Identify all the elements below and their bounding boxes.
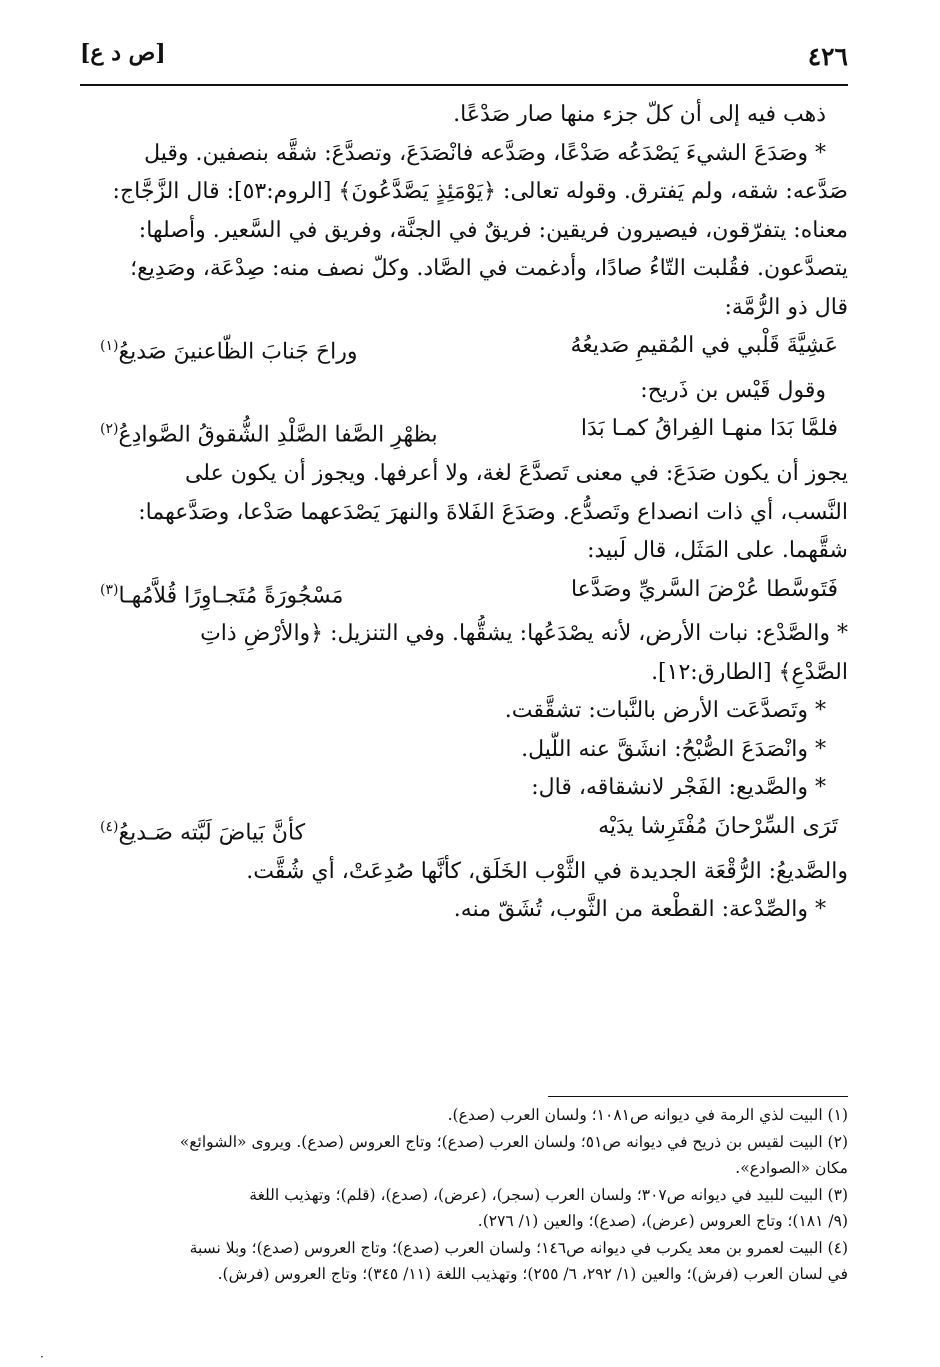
footnote-divider	[548, 1096, 848, 1097]
verse-second-text: بظهْرِ الصَّفا الصَّلْدِ الشُّقوقُ الصَّوادِعُ	[118, 422, 438, 448]
verse-second-hemistich	[100, 410, 438, 455]
verse-first-hemistich: عَشِيَّةَ قَلْبي في المُقيمِ صَديعُهُ	[570, 333, 838, 358]
footnote-marker: (١)	[100, 338, 119, 354]
text-line: ذهب فيه إلى أن كلّ جزء منها صار صَدْعًا.	[453, 102, 826, 127]
footnote-line: (٩/ ١٨١)؛ وتاج العروس (عرض)، (صدع)؛ والعين (١/ ٢٧٦).	[477, 1212, 848, 1230]
verse-second-hemistich	[100, 808, 305, 853]
text-line: صَدَّعه: شقه، ولم يَفترق. وقوله تعالى: ﴿يَوْمَئِذٍ يَصَّدَّعُونَ﴾ [الروم:٥٣]: قال الزَّجَّاج:	[112, 179, 848, 204]
verse-second-text: وراحَ جَنابَ الظّاعنينَ صَديعُ	[118, 339, 358, 365]
footnote-marker: (٢)	[100, 421, 119, 438]
text-line: شقَّهما. على المَثَل، قال لَبيد:	[587, 538, 848, 564]
text-line: معناه: يتفرّقون، فيصيرون فريقين: فريقٌ في الجنَّة، وفريق في السَّعير. وأصلها:	[138, 217, 848, 243]
text-line: * والصِّدْعة: القطْعة من الثَّوب، تُشَقّ منه.	[453, 897, 826, 923]
root-label: [ص د ع]	[80, 40, 166, 66]
footnote-line: (٢) البيت لقيس بن ذريح في ديوانه ص٥١؛ ولسان العرب (صدع)؛ وتاج العروس (صدع). ويروى «الشوائع»	[179, 1132, 848, 1151]
verse-labid	[88, 571, 848, 616]
text-line: يتصدَّعون. فقُلبت التّاءُ صادًا، وأدغمت في الصَّاد. وكلّ نصف منه: صِدْعَة، وصَدِيع؛	[130, 256, 848, 281]
text-line: وقول قَيْس بن ذَريح:	[640, 377, 826, 403]
footnote-marker: (٣)	[100, 581, 119, 598]
text-line: والصَّديعُ: الرُّقْعَة الجديدة في الثَّوْب الخَلَق، كأنَّها صُدِعَتْ، أي شُقَّت.	[246, 858, 848, 884]
text-line: * وانْصَدَعَ الصُّبْحُ: انشَقَّ عنه اللَّيل.	[521, 736, 826, 762]
verse-second-text: كأنَّ بَياضَ لَبَّته صَـديعُ	[118, 820, 306, 846]
verse-qays	[88, 410, 848, 455]
scan-speck: ·	[40, 1350, 44, 1364]
text-line: النَّسب، أي ذات انصداع وتَصدُّع. وصَدَعَ الفَلاةَ والنهرَ يَصْدَعهما صَدْعا، وصَدَّعهما:	[138, 499, 848, 525]
footnote-line: (١) البيت لذي الرمة في ديوانه ص١٠٨١؛ ولسان العرب (صدع).	[447, 1106, 848, 1124]
footnote-line: مكان «الصوادع».	[735, 1159, 848, 1177]
main-text	[88, 96, 848, 930]
header-divider	[80, 84, 848, 86]
verse-first-hemistich: تَرَى السِّرْحانَ مُفْتَرِشا يدَيْه	[598, 813, 838, 839]
footnote-line: في لسان العرب (فرش)؛ والعين (١/ ٢٩٢، ٦/ ٢٥٥)؛ وتهذيب اللغة (١١/ ٣٤٥)؛ وتاج العروس (فرش).	[217, 1265, 848, 1283]
footnote-line: (٣) البيت للبيد في ديوانه ص٣٠٧؛ ولسان العرب (سجر)، (عرض)، (صدع)، (قلم)؛ وتهذيب اللغة	[249, 1185, 848, 1204]
footnote-line: (٤) البيت لعمرو بن معد يكرب في ديوانه ص١٤٦؛ ولسان العرب (صدع)؛ وتاج العروس (صدع)؛ وبلا نسبة	[189, 1238, 848, 1257]
verse-dhu-al-rumma	[88, 327, 848, 372]
page-number: ٤٢٦	[807, 42, 848, 71]
verse-amr	[88, 808, 848, 853]
text-line: * وصَدَعَ الشيءَ يَصْدَعُه صَدْعًا، وصَدَّعه فانْصَدَعَ، وتصدَّعَ: شقَّه بنصفين. وقيل	[144, 140, 826, 166]
text-line: الصَّدْعِ﴾ [الطارق:١٢].	[651, 659, 848, 685]
verse-second-text: مَسْجُورَةً مُتَجـاوِرًا قُلاَّمُهـا	[118, 582, 344, 608]
text-line: قال ذو الرُّمَّة:	[724, 294, 848, 320]
verse-first-hemistich: فَتَوسَّطا عُرْضَ السَّريِّ وصَدَّعا	[570, 576, 838, 602]
verse-second-hemistich	[100, 571, 343, 616]
footnotes	[82, 1102, 848, 1288]
text-line: * والصَّديع: الفَجْر لانشقاقه، قال:	[531, 775, 826, 801]
text-line: * والصَّدْع: نبات الأرض، لأنه يصْدَعُها: يشقُّها. وفي التنزيل: ﴿والأرْضِ ذاتِ	[200, 621, 848, 647]
text-line: يجوز أن يكون صَدَعَ: في معنى تَصدَّعَ لغة، ولا أعرفها. ويجوز أن يكون على	[184, 461, 848, 487]
footnote-marker: (٤)	[100, 818, 119, 835]
verse-second-hemistich	[100, 327, 357, 372]
text-line: * وتَصدَّعَت الأرض بالنَّبات: تشقَّقت.	[504, 698, 826, 724]
verse-first-hemistich: فلمَّا بَدَا منهـا الفِراقُ كمـا بَدَا	[580, 416, 838, 442]
